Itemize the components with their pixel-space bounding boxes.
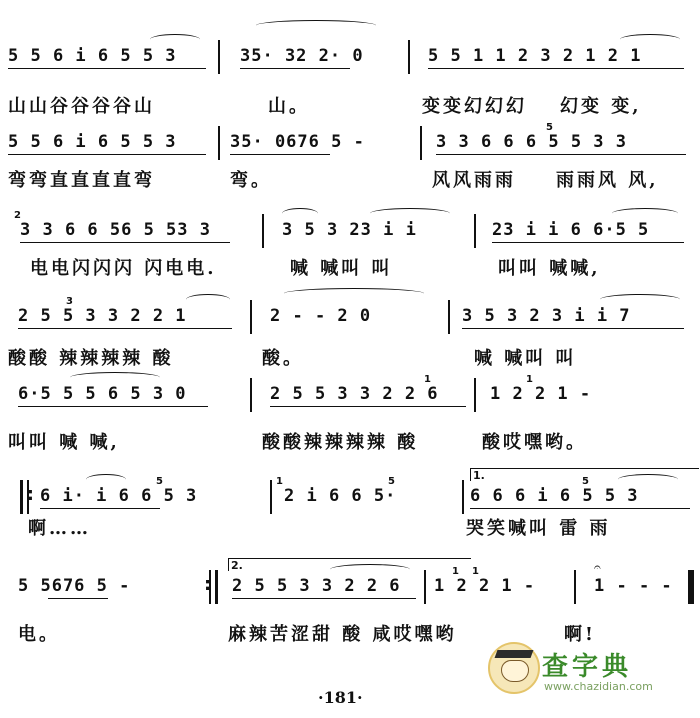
- slur: [256, 20, 376, 31]
- measure-group: 1 - - -: [594, 576, 673, 596]
- underline-beam: [20, 242, 230, 243]
- lyrics-line-4: [0, 344, 700, 374]
- measure-group: 2 i 6 6 5·: [284, 486, 397, 506]
- barline: [424, 570, 426, 604]
- measure-group: 3 3 6 6 6 5 5 3 3: [436, 132, 627, 152]
- slur: [150, 34, 200, 45]
- barline: [474, 214, 476, 248]
- underline-beam: [8, 68, 206, 69]
- underline-beam: [428, 68, 684, 69]
- slur: [330, 564, 410, 575]
- lyrics-line-1: [0, 92, 700, 122]
- grace-note: 5: [388, 476, 395, 487]
- barline: [218, 126, 220, 160]
- grace-note: 2: [14, 210, 21, 221]
- notation-line-1: [0, 46, 700, 76]
- lyrics-line-5: [0, 428, 700, 458]
- lyric-text: 酸酸辣辣辣辣 酸: [262, 432, 419, 453]
- barline: [462, 480, 464, 514]
- notation-line-6: [0, 469, 700, 516]
- repeat-end: [206, 570, 218, 604]
- lyric-text: 酸酸 辣辣辣辣 酸: [8, 348, 174, 369]
- lyrics-line-3: [0, 254, 700, 284]
- lyric-text: 弯。: [230, 170, 272, 191]
- underline-beam: [8, 154, 206, 155]
- watermark-url: www.chazidian.com: [544, 680, 653, 693]
- measure-group: 5 5 6 i 6 5 5 3: [8, 132, 177, 152]
- grace-note: 1: [276, 476, 283, 487]
- slur: [618, 474, 678, 485]
- underline-beam: [48, 598, 108, 599]
- measure-group: 5 5 6 i 6 5 5 3: [8, 46, 177, 66]
- lyric-text: 山山谷谷谷谷山: [8, 96, 155, 117]
- slur: [284, 288, 424, 299]
- measure-group: 35· 32 2· 0: [240, 46, 364, 66]
- lyric-text: 喊 喊叫 叫: [474, 348, 577, 369]
- underline-beam: [240, 68, 350, 69]
- page-number: ·181·: [318, 688, 363, 707]
- measure-group: 5 5 1 1 2 3 2 1 2 1: [428, 46, 642, 66]
- lyrics-line-2: [0, 166, 700, 196]
- grace-note: 1: [452, 566, 459, 577]
- grace-note: 3: [66, 296, 73, 307]
- grace-note: 5: [582, 476, 589, 487]
- fermata-icon: 𝄐: [594, 560, 601, 574]
- underline-beam: [232, 598, 416, 599]
- underline-beam: [492, 242, 684, 243]
- barline: [218, 40, 220, 74]
- watermark-title: 查字典: [542, 652, 633, 682]
- grace-note: 1: [526, 374, 533, 385]
- notation-line-4: [0, 296, 700, 336]
- site-watermark: [488, 642, 698, 702]
- lyric-text: 酸。: [262, 348, 304, 369]
- measure-group: 6 6 6 i 6 5 5 3: [470, 486, 639, 506]
- notation-line-7: [0, 559, 700, 606]
- volta-label: 2.: [231, 559, 243, 572]
- lyric-text: 电电闪闪闪 闪电电.: [30, 258, 217, 279]
- lyric-text: 山。: [268, 96, 310, 117]
- lyric-text: 电。: [18, 624, 60, 645]
- slur: [86, 474, 126, 485]
- barline: [574, 570, 576, 604]
- measure-group: 5 5676 5 -: [18, 576, 131, 596]
- barline: [448, 300, 450, 334]
- grace-note: 5: [546, 122, 553, 133]
- measure-group: 2 5 5 3 3 2 2 1: [18, 306, 187, 326]
- lyric-text: 啊!: [564, 624, 596, 645]
- volta-label: 1.: [473, 469, 485, 482]
- slur: [70, 372, 160, 383]
- measure-group: 2 - - 2 0: [270, 306, 372, 326]
- notation-line-3: [0, 210, 700, 250]
- slur: [620, 34, 680, 45]
- barline: [262, 214, 264, 248]
- barline: [420, 126, 422, 160]
- measure-group: 3 5 3 2 3 i i 7: [462, 306, 631, 326]
- underline-beam: [40, 508, 160, 509]
- lyric-text: 风风雨雨: [432, 170, 516, 191]
- slur: [612, 208, 678, 219]
- underline-beam: [436, 154, 686, 155]
- barline: [250, 378, 252, 412]
- measure-group: 3 5 3 23 i i: [282, 220, 417, 240]
- underline-beam: [230, 154, 330, 155]
- underline-beam: [18, 328, 232, 329]
- measure-group: 3 3 6 6 56 5 53 3: [20, 220, 211, 240]
- lyric-text: 弯弯直直直直弯: [8, 170, 155, 191]
- lyric-text: 变变幻幻幻: [422, 96, 527, 117]
- lyric-text: 酸哎嘿哟。: [482, 432, 587, 453]
- barline: [250, 300, 252, 334]
- underline-beam: [462, 328, 684, 329]
- notation-line-2: [0, 122, 700, 162]
- measure-group: 2 5 5 3 3 2 2 6: [270, 384, 439, 404]
- lyrics-line-6: [0, 514, 700, 544]
- lyric-text: 哭笑喊叫 雷 雨: [466, 518, 611, 539]
- mascot-icon: [488, 642, 540, 694]
- grace-note: 5: [156, 476, 163, 487]
- lyric-text: 啊……: [28, 518, 91, 539]
- mascot-face-icon: [501, 660, 529, 682]
- slur: [370, 208, 450, 219]
- measure-group: 1 2 2 1 -: [490, 384, 592, 404]
- lyric-text: 叫叫 喊喊,: [498, 258, 601, 279]
- measure-group: 1 2 2 1 -: [434, 576, 536, 596]
- notation-line-5: [0, 374, 700, 414]
- measure-group: 6 i· i 6 6 5 3: [40, 486, 198, 506]
- lyric-text: 叫叫 喊 喊,: [8, 432, 120, 453]
- measure-group: 6·5 5 5 6 5 3 0: [18, 384, 187, 404]
- underline-beam: [18, 406, 208, 407]
- slur: [282, 208, 318, 219]
- lyric-text: 幻变 变,: [560, 96, 642, 117]
- grace-note: 1: [424, 374, 431, 385]
- measure-group: 23 i i 6 6·5 5: [492, 220, 650, 240]
- slur: [186, 294, 230, 305]
- lyric-text: 麻辣苦涩甜 酸 咸哎嘿哟: [228, 624, 457, 645]
- barline: [408, 40, 410, 74]
- lyric-text: 雨雨风 风,: [556, 170, 659, 191]
- lyric-text: 喊 喊叫 叫: [290, 258, 393, 279]
- barline: [270, 480, 272, 514]
- final-barline: [688, 570, 694, 604]
- grace-note: 1: [472, 566, 479, 577]
- underline-beam: [470, 508, 690, 509]
- measure-group: 2 5 5 3 3 2 2 6: [232, 576, 401, 596]
- repeat-start: [20, 480, 32, 514]
- measure-group: 35· 0676 5 -: [230, 132, 365, 152]
- underline-beam: [270, 406, 466, 407]
- slur: [600, 294, 680, 305]
- graduation-cap-icon: [495, 650, 534, 658]
- barline: [474, 378, 476, 412]
